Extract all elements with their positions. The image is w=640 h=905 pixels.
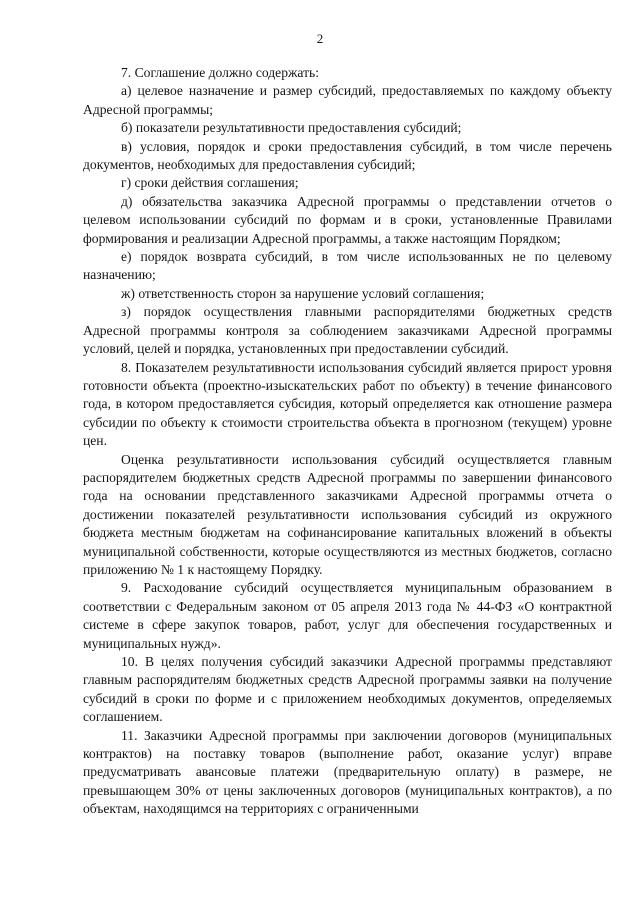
list-item-e: е) порядок возврата субсидий, в том числе использованных не по целевому назначению; [83, 249, 612, 283]
list-item-zh: ж) ответственность сторон за нарушение условий соглашения; [121, 285, 485, 301]
list-item-v: в) условия, порядок и сроки предоставления субсидий, в том числе перечень документов, необходимых для предоставления субсидий; [83, 138, 612, 173]
paragraph-9: 9. Расходование субсидий осуществляется муниципальным образованием в соответствии с Федеральным законом от 05 апреля 2013 года № 44-ФЗ «О контрактной системе в сфере закупок товаров, работ, услуг для обеспечения государственных и муниципальных нужд». [83, 580, 612, 651]
document-body [83, 64, 612, 819]
list-item-a: а) целевое назначение и размер субсидий, предоставляемых по каждому объекту Адресной программы; [83, 83, 612, 117]
paragraph-10: 10. В целях получения субсидий заказчики Адресной программы представляют главным распорядителям бюджетных средств Адресной программы заявки на получение субсидий в сроки по форме и с приложением необходимых документов, определяемых соглашением. [83, 654, 612, 725]
list-item-g: г) сроки действия соглашения; [121, 175, 299, 191]
paragraph-11: 11. Заказчики Адресной программы при заключении договоров (муниципальных контрактов) на поставку товаров (выполнение работ, оказание услуг) вправе предусматривать авансовые платежи (предварительную оплату) в размере, не превышающем 30% от цены заключенных договоров (муниципальных контрактов), а по объектам, находящимся на территориях с ограниченными [83, 727, 612, 817]
paragraph-8-evaluation: Оценка результативности использования субсидий осуществляется главным распорядителем бюджетных средств Адресной программы по завершении финансового года на основании представленного заказчиками Адресной программы отчета о достижении показателей результативности использования субсидий из окружного бюджета местным бюджетам на софинансирование капитальных вложений в объекты муниципальной собственности, которые осуществляются из местных бюджетов, согласно приложению № 1 к настоящему Порядку. [83, 451, 612, 577]
page-number: 2 [316, 31, 324, 46]
list-item-z: з) порядок осуществления главными распорядителями бюджетных средств Адресной программы контроля за соблюдением заказчиками Адресной программы условий, целей и порядка, установленных при предоставлении субсидий. [83, 304, 612, 357]
list-item-b: б) показатели результативности предоставления субсидий; [121, 120, 462, 136]
paragraph-8: 8. Показателем результативности использования субсидий является прирост уровня готовности объекта (проектно-изыскательских работ по объекту) в течение финансового года, в котором предоставляется субсидия, который определяется как отношение размера субсидии по объекту к стоимости строительства объекта в прогнозном (текущем) уровне цен. [83, 359, 612, 449]
paragraph-7-heading: 7. Соглашение должно содержать: [121, 65, 319, 80]
list-item-d: д) обязательства заказчика Адресной программы о представлении отчетов о целевом использовании субсидий по формам и в сроки, установленные Правилами формирования и реализации Адресной программы, а также настоящим Порядком; [83, 193, 612, 246]
